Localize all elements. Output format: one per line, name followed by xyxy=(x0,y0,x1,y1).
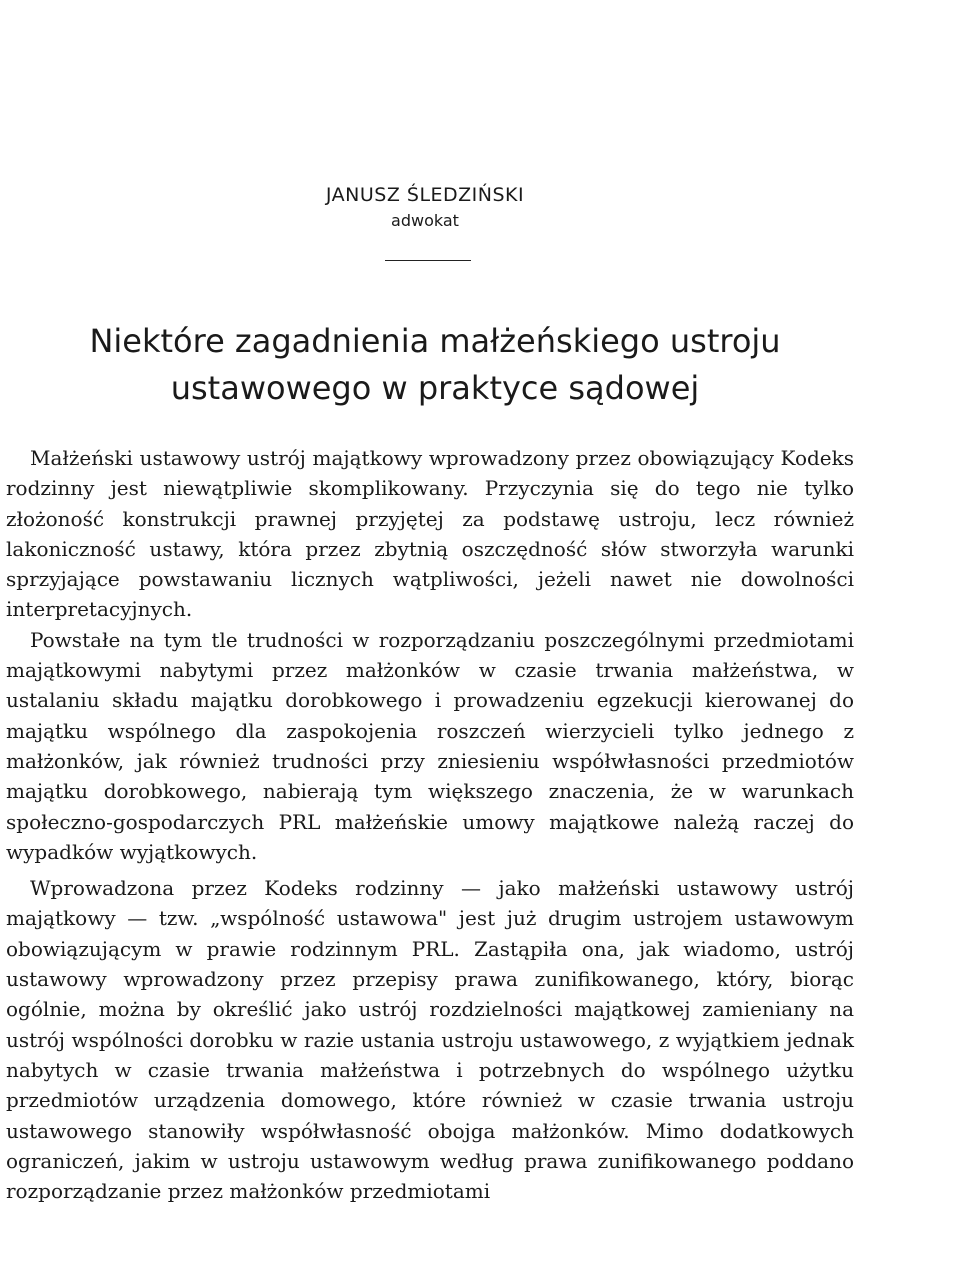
article-body xyxy=(6,443,854,1206)
paragraph-2: Powstałe na tym tle trudności w rozporządzaniu poszczególnymi przedmiotami majątkowymi nabytymi przez małżonków w czasie trwania małżeństwa, w ustalaniu składu majątku dorobkowego i prowadzeniu egzekucji kierowanej do majątku wspólnego dla zaspokojenia roszczeń wierzycieli tylko jednego z małżonków, jak również trudności przy zniesieniu współwłasności przedmiotów majątku dorobkowego, nabierają tym większego znaczenia, że w warunkach społeczno-gospodarczych PRL małżeńskie umowy majątkowe należą raczej do wypadków wyjątkowych. xyxy=(6,627,854,864)
author-name: JANUSZ ŚLEDZIŃSKI xyxy=(325,184,525,206)
separator-rule xyxy=(385,260,471,261)
author-role: adwokat xyxy=(391,211,459,230)
author-block xyxy=(0,182,850,232)
paragraph-3: Wprowadzona przez Kodeks rodzinny — jako małżeński ustawowy ustrój majątkowy — tzw. „wspólność ustawowa" jest już drugim ustrojem ustawowym obowiązującym w prawie rodzinnym PRL. Zastąpiła ona, jak wiadomo, ustrój ustawowy wprowadzony przez przepisy prawa zunifikowanego, który, biorąc ogólnie, można by określić jako ustrój rozdzielności majątkowej zamieniany na ustrój wspólności dorobku w razie ustania ustroju ustawowego, z wyjątkiem jednak nabytych w czasie trwania małżeństwa i potrzebnych do wspólnego użytku przedmiotów urządzenia domowego, które również w czasie trwania ustroju ustawowego stanowiły współwłasność obojga małżonków. Mimo dodatkowych ograniczeń, jakim w ustroju ustawowym według prawa zunifikowanego poddano rozporządzanie przez małżonków przedmiotami xyxy=(6,876,854,1204)
title-line-1: Niektóre zagadnienia małżeńskiego ustroju xyxy=(89,322,781,360)
title-line-2: ustawowego w praktyce sądowej xyxy=(170,369,700,407)
paragraph-1: Małżeński ustawowy ustrój majątkowy wprowadzony przez obowiązujący Kodeks rodzinny jest niewątpliwie skomplikowany. Przyczynia się do tego nie tylko złożoność konstrukcji prawnej przyjętej za podstawę ustroju, lecz również lakoniczność ustawy, która przez zbytnią oszczędność słów stworzyła warunki sprzyjające powstawaniu licznych wątpliwości, jeżeli nawet nie dowolności interpretacyjnych. xyxy=(6,446,854,622)
article-title xyxy=(40,318,830,412)
